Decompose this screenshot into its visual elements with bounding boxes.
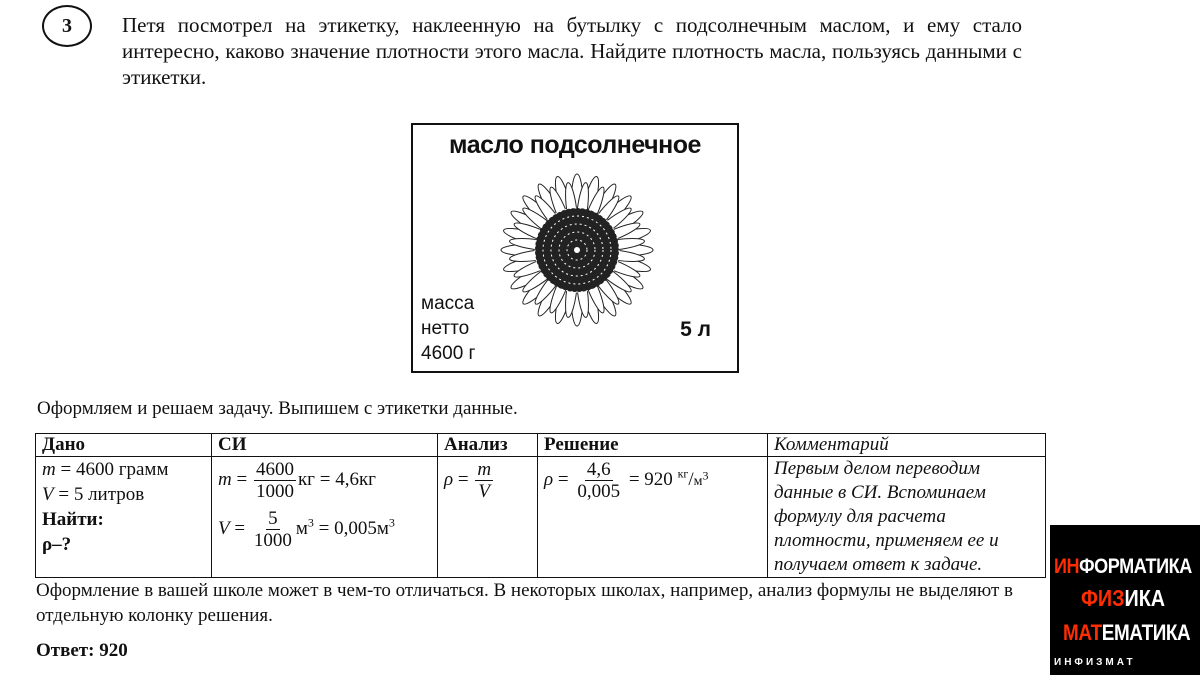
si-cell <box>212 457 438 578</box>
volume-value: 5 л <box>680 318 711 341</box>
question-text: Петя посмотрел на этикетку, наклеенную на бутылку с подсолнечным маслом, и ему стало интересно, каково значение плотности этого масла. Найдите плотность масла, пользуясь данными с этикетки. <box>122 13 1022 89</box>
sunflower-icon <box>497 165 657 335</box>
density-formula: ρ = $\frac{m}{V}$ <box>444 459 492 502</box>
header-comment: Комментарий <box>768 434 1046 457</box>
si-mass: m = $\frac{4600}{1000}$ кг = 4,6кг <box>218 459 376 502</box>
note-text: Оформление в вашей школе может в чем-то отличаться. В некоторых школах, например, анализ формулы не выделяют в отдельную колонку решения. <box>36 580 1014 626</box>
table-row <box>36 457 1046 578</box>
mass-line-2: нетто <box>421 318 470 339</box>
si-volume-fraction: $\frac{5}{1000}$ <box>253 508 292 551</box>
find-label: Найти: <box>42 509 104 530</box>
solution-cell <box>538 457 768 578</box>
solution-formula: ρ = $\frac{4,6}{0,005}$ = 920 $^{кг}/м^3$ <box>544 459 709 502</box>
si-mass-fraction: $\frac{4600}{1000}$ <box>255 459 294 502</box>
comment-text: Первым делом переводим данные в СИ. Вспоминаем формулу для расчета плотности, применяем ее и получаем ответ к задаче. <box>774 458 999 575</box>
given-cell <box>36 457 212 578</box>
logo-informatika: ИНФОРМАТИКА <box>1054 555 1192 578</box>
header-given: Дано <box>36 434 212 457</box>
header-analysis: Анализ <box>438 434 538 457</box>
given-mass: m = 4600 грамм <box>42 459 169 480</box>
comment-cell <box>768 457 1046 578</box>
analysis-cell <box>438 457 538 578</box>
infizmat-logo <box>1050 525 1200 675</box>
table-header-row <box>36 434 1046 457</box>
oil-label-image <box>411 123 739 373</box>
question-number: 3 <box>42 5 92 47</box>
net-mass <box>421 291 475 366</box>
find-value: ρ–? <box>42 534 72 555</box>
logo-matematika: МАТЕМАТИКА <box>1063 620 1191 645</box>
intro-text: Оформляем и решаем задачу. Выпишем с этикетки данные. <box>37 398 518 419</box>
unit-m3: $м^3$ <box>693 468 709 489</box>
given-volume: V = 5 литров <box>42 484 145 505</box>
header-si: СИ <box>212 434 438 457</box>
logo-infizmat: ИНФИЗМАТ <box>1054 657 1136 668</box>
solution-fraction: $\frac{4,6}{0,005}$ <box>577 459 621 502</box>
label-title: масло подсолнечное <box>449 131 701 159</box>
answer-text: Ответ: 920 <box>36 640 128 661</box>
solution-table <box>35 433 1046 578</box>
mass-line-1: масса <box>421 293 475 314</box>
logo-fizika: ФИЗИКА <box>1081 585 1166 611</box>
density-fraction: $\frac{m}{V}$ <box>477 459 492 502</box>
unit-kg: кг <box>677 466 689 481</box>
si-volume: V = $\frac{5}{1000}$ $м^3 = 0,005м^3$ <box>218 508 395 551</box>
mass-line-3: 4600 г <box>421 343 476 364</box>
header-solution: Решение <box>538 434 768 457</box>
